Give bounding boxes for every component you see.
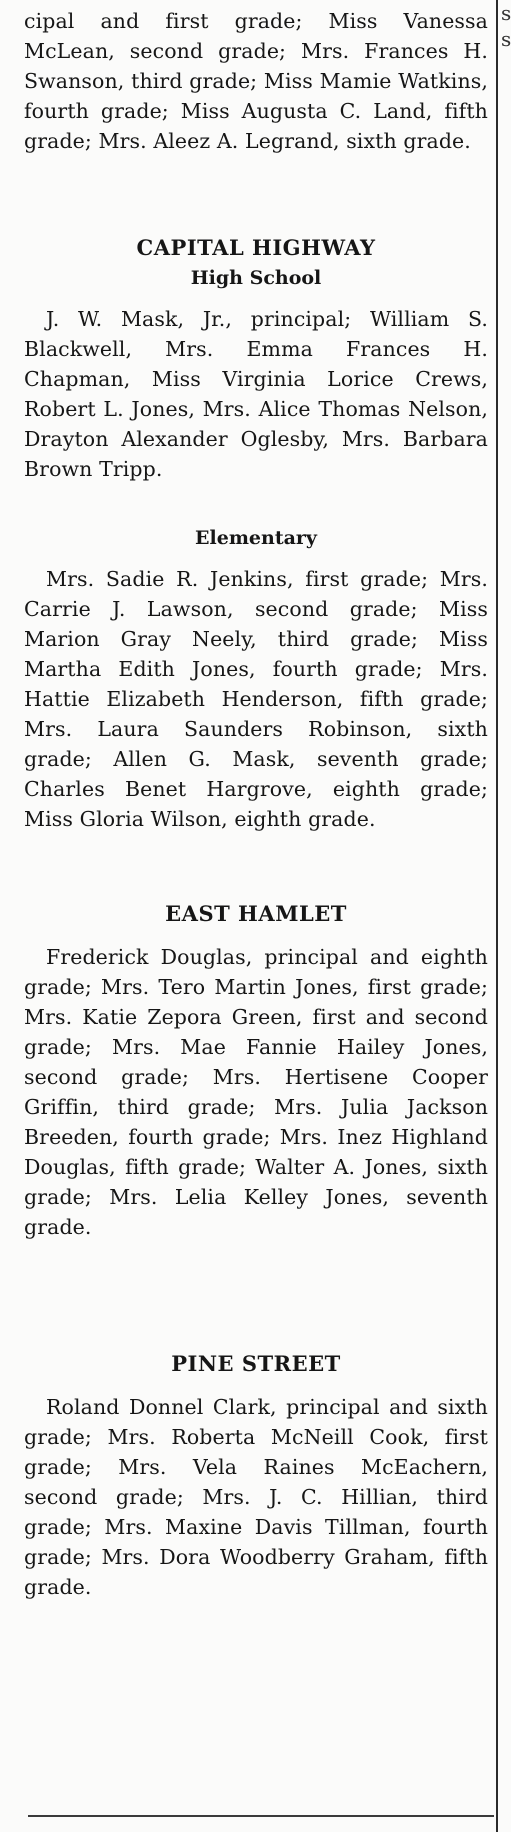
- column-divider: [496, 0, 498, 1832]
- capital-highway-heading: CAPITAL HIGHWAY: [136, 235, 376, 260]
- pine-street-staff: Roland Donnel Clark, principal and sixth grade; Mrs. Roberta McNeill Cook, first grade; Mrs. Vela Raines McEachern, second grade; Mrs. J. C. Hillian, third grade; Mrs. Maxine Davis Tillman, fourth grade; Mrs. Dora Woodberry Graham, fifth grade.: [24, 1395, 488, 1599]
- bottom-rule: [28, 1815, 494, 1817]
- high-school-staff: J. W. Mask, Jr., principal; William S. Blackwell, Mrs. Emma Frances H. Chapman, Miss Virginia Lorice Crews, Robert L. Jones, Mrs. Alice Thomas Nelson, Drayton Alexander Oglesby, Mrs. Barbara Brown Tripp.: [24, 307, 488, 481]
- adjacent-glyph: s: [501, 1, 511, 25]
- east-hamlet-staff: Frederick Douglas, principal and eighth grade; Mrs. Tero Martin Jones, first grade; Mrs. Katie Zepora Green, first and second grade; Mrs. Mae Fannie Hailey Jones, second grade; Mrs. Hertisene Cooper Griffin, third grade; Mrs. Julia Jackson Breeden, fourth grade; Mrs. Inez Highland Douglas, fifth grade; Walter A. Jones, sixth grade; Mrs. Lelia Kelley Jones, seventh grade.: [24, 945, 488, 1239]
- adjacent-glyph: s: [501, 27, 511, 51]
- elementary-staff: Mrs. Sadie R. Jenkins, first grade; Mrs. Carrie J. Lawson, second grade; Miss Marion Gray Neely, third grade; Miss Martha Edith Jones, fourth grade; Mrs. Hattie Elizabeth Henderson, fifth grade; Mrs. Laura Saunders Robinson, sixth grade; Allen G. Mask, seventh grade; Charles Benet Hargrove, eighth grade; Miss Gloria Wilson, eighth grade.: [24, 567, 488, 831]
- article-column: [24, 6, 488, 1662]
- pine-street-heading: PINE STREET: [171, 1351, 341, 1376]
- adjacent-column-fragment: [501, 0, 511, 52]
- continued-paragraph: cipal and first grade; Miss Vanessa McLean, second grade; Mrs. Frances H. Swanson, third grade; Miss Mamie Watkins, fourth grade; Miss Augusta C. Land, fifth grade; Mrs. Aleez A. Legrand, sixth grade.: [24, 9, 488, 153]
- high-school-subheading: High School: [190, 267, 322, 289]
- elementary-subheading: Elementary: [195, 527, 317, 549]
- east-hamlet-heading: EAST HAMLET: [165, 901, 347, 926]
